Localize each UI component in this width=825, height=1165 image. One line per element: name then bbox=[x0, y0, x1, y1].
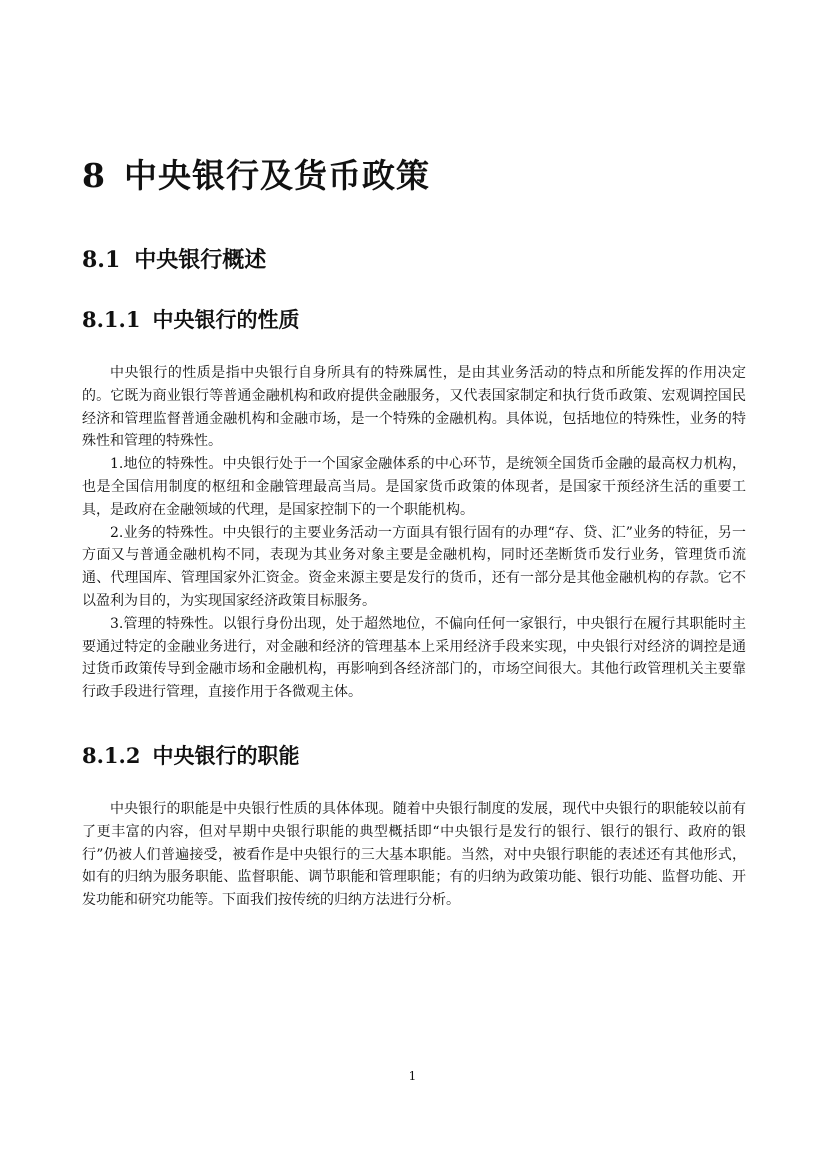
subsection-number: 8.1.1 bbox=[82, 307, 141, 332]
paragraph: 中央银行的性质是指中央银行自身所具有的特殊属性，是由其业务活动的特点和所能发挥的作用决定的。它既为商业银行等普通金融机构和政府提供金融服务，又代表国家制定和执行货币政策、宏观调控国民经济和管理监督普通金融机构和金融市场，是一个特殊的金融机构。具体说，包括地位的特殊性，业务的特殊性和管理的特殊性。 bbox=[82, 365, 746, 450]
subsection-number: 8.1.2 bbox=[82, 742, 141, 768]
subsection-heading bbox=[82, 740, 746, 772]
chapter-heading bbox=[82, 150, 746, 202]
section-number: 8.1 bbox=[82, 247, 121, 273]
page-content bbox=[82, 150, 746, 912]
chapter-title: 中央银行及货币政策 bbox=[123, 156, 430, 195]
paragraph: 2.业务的特殊性。中央银行的主要业务活动一方面具有银行固有的办理“存、贷、汇”业务的特征，另一方面又与普通金融机构不同，表现为其业务对象主要是金融机构，同时还垄断货币发行业务，管理货币流通、代理国库、管理国家外汇资金。资金来源主要是发行的货币，还有一部分是其他金融机构的存款。它不以盈利为目的，为实现国家经济政策目标服务。 bbox=[82, 524, 746, 609]
paragraph: 中央银行的职能是中央银行性质的具体体现。随着中央银行制度的发展，现代中央银行的职能较以前有了更丰富的内容，但对早期中央银行职能的典型概括即“中央银行是发行的银行、银行的银行、政府的银行”仍被人们普遍接受，被看作是中央银行的三大基本职能。当然，对中央银行职能的表述还有其他形式，如有的归纳为服务职能、监督职能、调节职能和管理职能；有的归纳为政策功能、银行功能、监督功能、开发功能和研究功能等。下面我们按传统的归纳方法进行分析。 bbox=[82, 800, 746, 909]
subsection-title: 中央银行的职能 bbox=[152, 742, 300, 768]
section-heading bbox=[82, 244, 746, 276]
paragraph: 1.地位的特殊性。中央银行处于一个国家金融体系的中心环节，是统领全国货币金融的最高权力机构，也是全国信用制度的枢纽和金融管理最高当局。是国家货币政策的体现者，是国家干预经济生活的重要工具，是政府在金融领域的代理，是国家控制下的一个职能机构。 bbox=[82, 456, 746, 518]
subsection-heading bbox=[82, 304, 746, 336]
chapter-number: 8 bbox=[82, 156, 106, 195]
subsection-body bbox=[82, 798, 746, 912]
page-number: 1 bbox=[408, 1069, 417, 1083]
section-title: 中央银行概述 bbox=[134, 247, 267, 273]
paragraph: 3.管理的特殊性。以银行身份出现，处于超然地位，不偏向任何一家银行，中央银行在履行其职能时主要通过特定的金融业务进行，对金融和经济的管理基本上采用经济手段来实现，中央银行对经济的调控是通过货币政策传导到金融市场和金融机构，再影响到各经济部门的，市场空间很大。其他行政管理机关主要靠行政手段进行管理，直接作用于各微观主体。 bbox=[82, 615, 746, 701]
subsection-title: 中央银行的性质 bbox=[152, 307, 300, 332]
subsection-body bbox=[82, 362, 746, 704]
